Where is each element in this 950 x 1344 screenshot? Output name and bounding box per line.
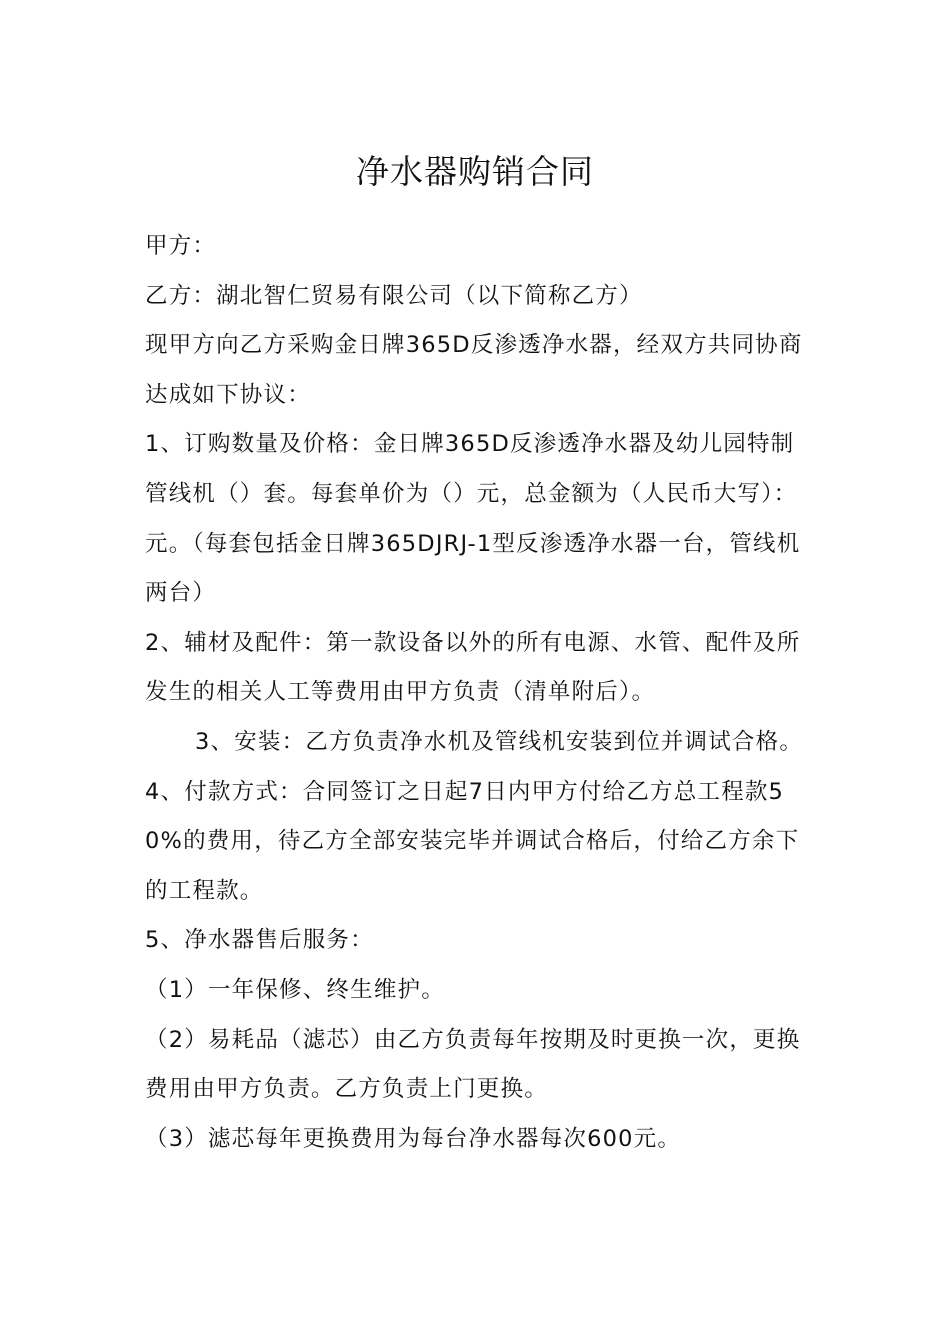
document-title: 净水器购销合同 — [356, 152, 594, 191]
clause-5-item-2: （2）易耗品（滤芯）由乙方负责每年按期及时更换一次，更换费用由甲方负责。乙方负责上门更换。 — [145, 1026, 801, 1103]
clause-5-item-1: （1）一年保修、终生维护。 — [145, 976, 445, 1003]
preamble-paragraph: 现甲方向乙方采购金日牌365D反渗透净水器，经双方共同协商达成如下协议： — [145, 332, 803, 408]
clause-2-materials: 2、辅材及配件：第一款设备以外的所有电源、水管、配件及所发生的相关人工等费用由甲方负责（清单附后）。 — [145, 629, 801, 706]
clause-1-quantity-price: 1、订购数量及价格：金日牌365D反渗透净水器及幼儿园特制管线机（）套。每套单价为（）元，总金额为（人民币大写）：元。（每套包括金日牌365DJRJ-1型反渗透净水器一台，管线机两台） — [145, 431, 801, 607]
clause-3-installation: 3、安装：乙方负责净水机及管线机安装到位并调试合格。 — [195, 728, 804, 755]
clause-5-after-sales: 5、净水器售后服务： — [145, 927, 374, 954]
clause-4-payment: 4、付款方式：合同签订之日起7日内甲方付给乙方总工程款50%的费用，待乙方全部安装完毕并调试合格后，付给乙方余下的工程款。 — [145, 778, 800, 904]
document-body — [145, 222, 809, 1164]
party-a-line: 甲方： — [145, 233, 217, 259]
clause-5-item-3: （3）滤芯每年更换费用为每台净水器每次600元。 — [145, 1125, 682, 1152]
party-b-line: 乙方：湖北智仁贸易有限公司（以下简称乙方） — [145, 282, 643, 309]
